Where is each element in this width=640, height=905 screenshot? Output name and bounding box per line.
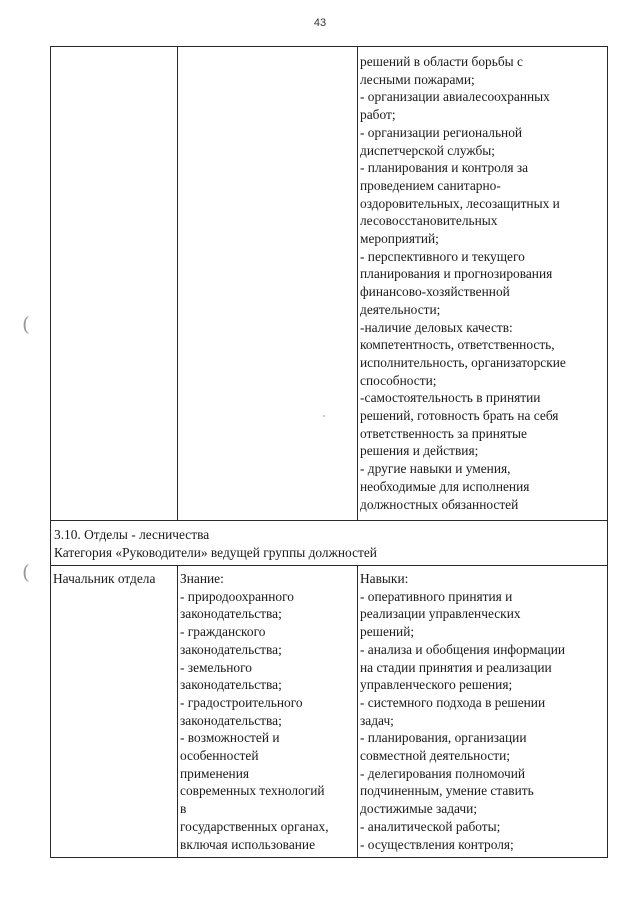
skill-line: оздоровительных, лесозащитных и xyxy=(360,195,560,211)
table-row-continuation xyxy=(51,47,608,521)
skills-continuation-list xyxy=(360,53,605,513)
skill-line: решений, готовность брать на себя xyxy=(360,408,559,424)
skill-line: - организации авиалесоохранных xyxy=(360,89,550,105)
skill-line: Навыки: xyxy=(360,571,409,586)
skill-line: на стадии принятия и реализации xyxy=(360,659,552,675)
skill-line: должностных обязанностей xyxy=(360,496,519,512)
skill-line: -наличие деловых качеств: xyxy=(360,319,513,335)
knowledge-line: - возможностей и xyxy=(180,730,280,746)
knowledge-line: - земельного xyxy=(180,659,252,675)
skill-line: - системного подхода в решении xyxy=(360,694,546,710)
binder-hole-mark-lower: ( xyxy=(22,560,30,584)
skill-line: необходимые для исполнения xyxy=(360,478,530,494)
skills-continuation-cell xyxy=(358,47,608,521)
skill-line: - аналитической работы; xyxy=(360,818,501,834)
skill-line: решений в области борьбы с xyxy=(360,54,523,69)
skill-line: - планирования и контроля за xyxy=(360,160,529,176)
skill-line: управленческого решения; xyxy=(360,677,513,693)
knowledge-line: законодательства; xyxy=(180,606,282,622)
skill-line: деятельности; xyxy=(360,301,441,317)
knowledge-line: применения xyxy=(180,765,250,781)
skill-line: решений; xyxy=(360,624,415,640)
skill-line: мероприятий; xyxy=(360,231,439,247)
knowledge-line: законодательства; xyxy=(180,641,282,657)
knowledge-line: законодательства; xyxy=(180,677,282,693)
skill-line: - анализа и обобщения информации xyxy=(360,641,566,657)
knowledge-line: законодательства; xyxy=(180,712,282,728)
skill-line: решения и действия; xyxy=(360,443,479,459)
binder-hole-mark-upper: ( xyxy=(22,312,30,336)
section-title: 3.10. Отделы - лесничества xyxy=(54,527,210,542)
position-cell xyxy=(51,566,178,858)
empty-knowledge-cell xyxy=(178,47,358,521)
skill-line: - планирования, организации xyxy=(360,730,527,746)
table-row-position xyxy=(51,566,608,858)
skill-line: - другие навыки и умения, xyxy=(360,461,511,477)
skill-line: -самостоятельность в принятии xyxy=(360,390,541,406)
competency-table xyxy=(50,46,608,858)
skill-line: планирования и прогнозирования xyxy=(360,266,553,282)
skill-line: - организации региональной xyxy=(360,124,523,140)
skill-line: ответственность за принятые xyxy=(360,425,527,441)
page-number: 43 xyxy=(313,17,327,29)
position-name: Начальник отдела xyxy=(53,571,156,586)
knowledge-line: в xyxy=(180,801,187,817)
section-category: Категория «Руководители» ведущей группы должностей xyxy=(54,544,377,560)
skill-line: проведением санитарно- xyxy=(360,177,501,193)
skills-list xyxy=(360,570,605,853)
skill-line: подчиненным, умение ставить xyxy=(360,783,534,799)
skill-line: лесовосстановительных xyxy=(360,213,498,229)
skill-line: компетентность, ответственность, xyxy=(360,337,555,353)
skill-line: финансово-хозяйственной xyxy=(360,284,510,300)
knowledge-line: государственных органах, xyxy=(180,818,329,834)
skill-line: работ; xyxy=(360,107,396,123)
knowledge-cell xyxy=(178,566,358,858)
skill-line: исполнительность, организаторские xyxy=(360,354,566,370)
skill-line: совместной деятельности; xyxy=(360,748,511,764)
knowledge-line: включая использование xyxy=(180,836,316,852)
knowledge-line: Знание: xyxy=(180,571,224,586)
skill-line: задач; xyxy=(360,712,394,728)
skills-cell xyxy=(358,566,608,858)
empty-position-cell xyxy=(51,47,178,521)
knowledge-line: особенностей xyxy=(180,748,259,764)
section-header-row xyxy=(51,521,608,566)
section-header-cell xyxy=(51,521,608,566)
skill-line: - осуществления контроля; xyxy=(360,836,514,852)
skill-line: достижимые задачи; xyxy=(360,801,478,817)
skill-line: - оперативного принятия и xyxy=(360,588,513,604)
knowledge-line: - гражданского xyxy=(180,624,266,640)
knowledge-line: - градостроительного xyxy=(180,694,303,710)
skill-line: диспетчерской службы; xyxy=(360,142,495,158)
knowledge-line: - природоохранного xyxy=(180,588,294,604)
skill-line: реализации управленческих xyxy=(360,606,521,622)
skill-line: - перспективного и текущего xyxy=(360,248,525,264)
skill-line: лесными пожарами; xyxy=(360,71,475,87)
knowledge-line: современных технологий xyxy=(180,783,325,799)
knowledge-list xyxy=(180,570,355,853)
skill-line: - делегирования полномочий xyxy=(360,765,526,781)
skill-line: способности; xyxy=(360,372,437,388)
